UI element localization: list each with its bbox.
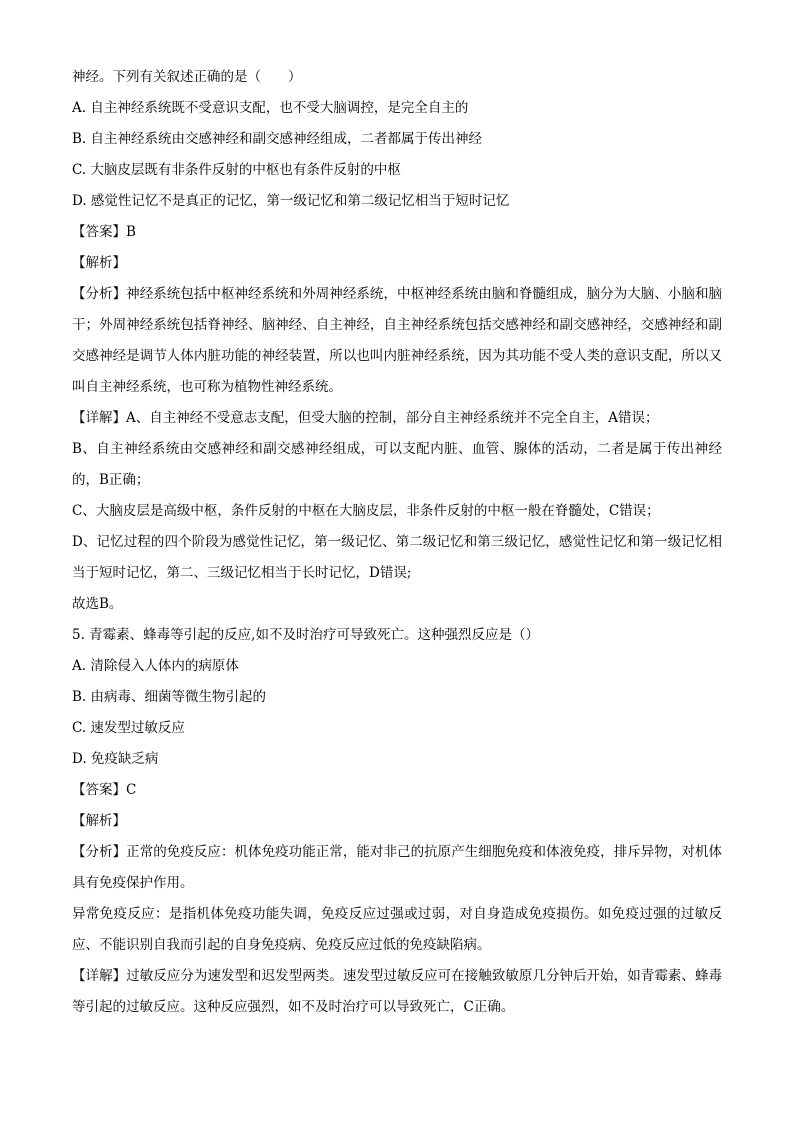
q5-fenxi-paragraph: [72, 837, 722, 899]
q4-option-c: C. 大脑皮层既有非条件反射的中枢也有条件反射的中枢: [72, 162, 401, 178]
q5-option-b: B. 由病毒、细菌等微生物引起的: [72, 689, 267, 705]
q4-xiangjie-a: A、自主神经不受意志支配，但受大脑的控制，部分自主神经系统并不完全自主，A错误；: [126, 410, 659, 426]
q5-answer-line: [72, 775, 722, 806]
q4-answer-line: [72, 217, 722, 248]
q5-abnormal-paragraph: 异常免疫反应：是指机体免疫功能失调，免疫反应过强或过弱，对自身造成免疫损伤。如免疫过强的过敏反应、不能识别自我而引起的自身免疫病、免疫反应过低的免疫缺陷病。: [72, 906, 722, 953]
q4-analysis-tag: 【解析】: [72, 255, 126, 271]
q4-answer-tag: 【答案】: [72, 224, 126, 240]
q4-fenxi-paragraph: [72, 279, 722, 403]
q4-option-b: B. 自主神经系统由交感神经和副交感神经组成，二者都属于传出神经: [72, 131, 483, 147]
q5-stem: 5. 青霉素、蜂毒等引起的反应,如不及时治疗可导致死亡。这种强烈反应是（）: [72, 627, 539, 643]
q4-option-d: D. 感觉性记忆不是真正的记忆，第一级记忆和第二级记忆相当于短时记忆: [72, 193, 510, 209]
q5-fenxi-text: 正常的免疫反应：机体免疫功能正常，能对非己的抗原产生细胞免疫和体液免疫，排斥异物，对机体具有免疫保护作用。: [72, 844, 723, 891]
q5-option-a: A. 清除侵入人体内的病原体: [72, 658, 239, 674]
q4-xiangjie-b: B、自主神经系统由交感神经和副交感神经组成，可以支配内脏、血管、腺体的活动，二者是属于传出神经的，B正确；: [72, 441, 722, 488]
q4-option-a: A. 自主神经系统既不受意识支配，也不受大脑调控，是完全自主的: [72, 100, 469, 116]
q5-xiangjie-tag: 【详解】: [72, 968, 127, 984]
document-page: [72, 62, 722, 1023]
q5-fenxi-tag: 【分析】: [72, 844, 127, 860]
q4-fenxi-text: 神经系统包括中枢神经系统和外周神经系统，中枢神经系统由脑和脊髓组成，脑分为大脑、小脑和脑干；外周神经系统包括脊神经、脑神经、自主神经，自主神经系统包括交感神经和副交感神经，交感神经和副交感神经是调节人体内脏功能的神经装置，所以也叫内脏神经系统，因为其功能不受人类的意识支配，所以又叫自主神经系统，也可称为植物性神经系统。: [72, 286, 723, 395]
q5-answer-value: C: [126, 782, 137, 798]
q5-xiangjie-text: 过敏反应分为速发型和迟发型两类。速发型过敏反应可在接触致敏原几分钟后开始，如青霉素、蜂毒等引起的过敏反应。这种反应强烈，如不及时治疗可以导致死亡，C正确。: [72, 968, 723, 1015]
q4-xiangjie-d: D、记忆过程的四个阶段为感觉性记忆，第一级记忆、第二级记忆和第三级记忆，感觉性记忆和第一级记忆相当于短时记忆，第二、三级记忆相当于长时记忆，D错误;: [72, 534, 722, 581]
q4-stem-tail: 神经。下列有关叙述正确的是（ ）: [72, 69, 302, 85]
q4-xiangjie-tag: 【详解】: [72, 410, 126, 426]
q5-xiangjie-paragraph: [72, 961, 722, 1023]
q5-analysis-tag: 【解析】: [72, 813, 126, 829]
q4-xiangjie-c: C、大脑皮层是高级中枢，条件反射的中枢在大脑皮层，非条件反射的中枢一般在脊髓处，C错误；: [72, 503, 660, 519]
q4-xiangjie-a-line: [72, 403, 722, 434]
q4-fenxi-tag: 【分析】: [72, 286, 127, 302]
q4-answer-value: B: [126, 224, 136, 240]
q5-option-d: D. 免疫缺乏病: [72, 751, 159, 767]
q5-option-c: C. 速发型过敏反应: [72, 720, 185, 736]
q5-answer-tag: 【答案】: [72, 782, 126, 798]
q4-conclusion: 故选B。: [72, 596, 123, 612]
